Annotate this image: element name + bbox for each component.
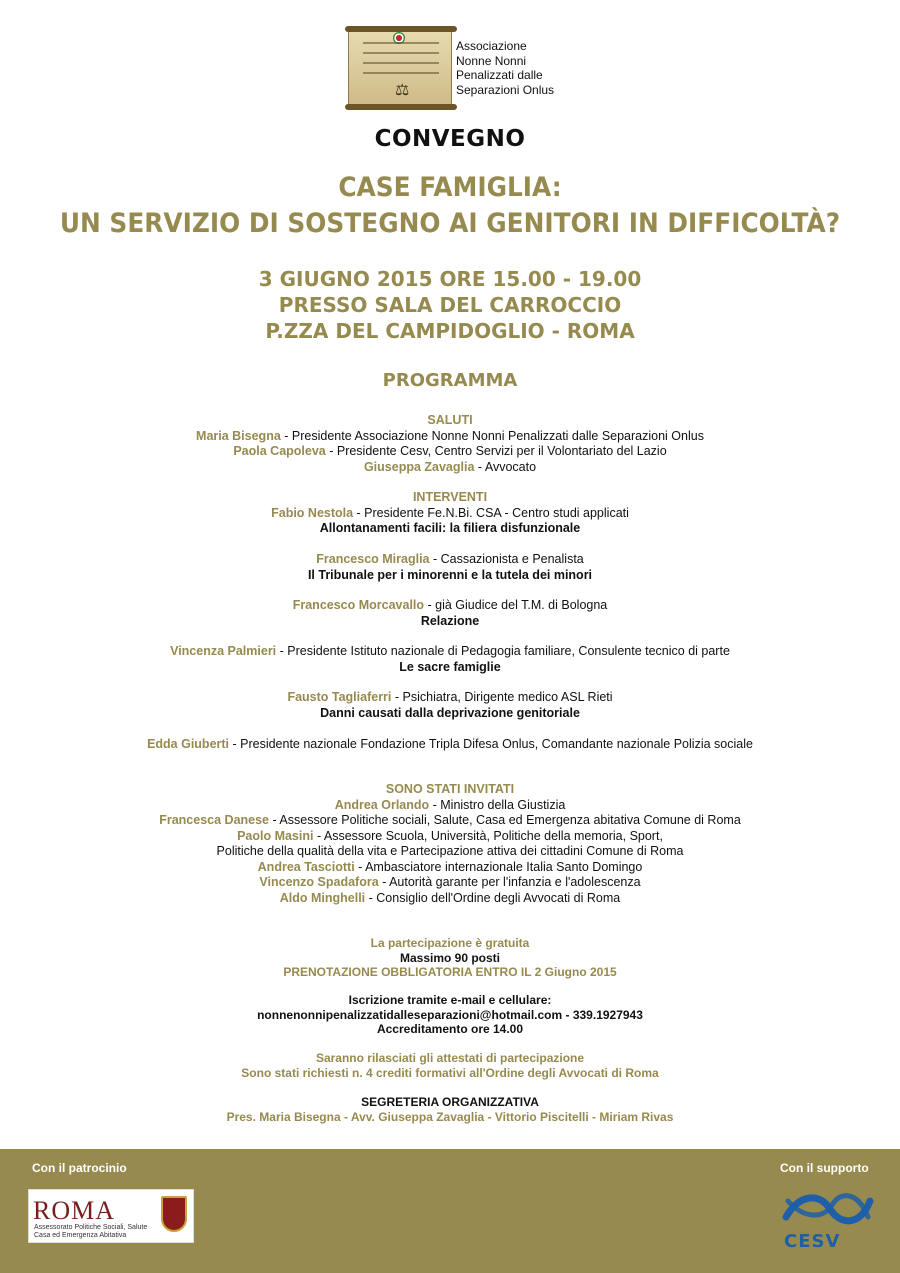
signup-info [0,993,900,1037]
invitee-line: Andrea Orlando - Ministro della Giustizia [334,797,566,812]
talk-title: Danni causati dalla deprivazione genitoriale [320,705,580,720]
secretariat-members: Pres. Maria Bisegna - Avv. Giuseppa Zavaglia - Vittorio Piscitelli - Miriam Rivas [226,1109,674,1124]
talk-item [0,552,900,583]
association-logo [348,27,558,109]
invitee-line: Vincenzo Spadafora - Autorità garante per l'infanzia e l'adolescenza [259,875,641,889]
certificates-note: Saranno rilasciati gli attestati di partecipazione [315,1051,585,1065]
booking-deadline: PRENOTAZIONE OBBLIGATORIA ENTRO IL 2 Giugno 2015 [283,965,617,979]
speaker-line: Giuseppa Zavaglia - Avvocato [363,459,537,474]
free-participation: La partecipazione è gratuita [370,936,530,950]
invited-section [0,782,900,906]
invitee-line: Aldo Minghelli - Consiglio dell'Ordine degli Avvocati di Roma [279,890,621,905]
talks-section [0,490,900,537]
roma-department: Assessorato Politiche Sociali, Salute Casa ed Emergenza Abitativa [34,1224,148,1239]
talk-item [0,598,900,629]
talk-item [0,690,900,721]
talk-item [0,644,900,675]
program-heading: PROGRAMMA [382,370,518,391]
event-title: CASE FAMIGLIA: UN SERVIZIO DI SOSTEGNO AI GENITORI IN DIFFICOLTÀ? [59,172,841,239]
event-date-location: 3 GIUGNO 2015 ORE 15.00 - 19.00 PRESSO SALA DEL CARROCCIO P.ZZA DEL CAMPIDOGLIO - ROMA [258,267,642,343]
contact-email-phone[interactable]: nonnenonnipenalizzatidalleseparazioni@hotmail.com - 339.1927943 [257,1007,643,1022]
patronage-label: Con il patrocinio [32,1161,127,1175]
scroll-logo-icon [348,27,452,109]
event-kind: CONVEGNO [374,126,526,152]
cesv-wave-icon [780,1187,876,1233]
credits-note: Sono stati richiesti n. 4 crediti formativi all'Ordine degli Avvocati di Roma [241,1065,659,1080]
greetings-section [0,413,900,475]
speaker-line: Francesco Morcavallo - già Giudice del T.M. di Bologna [292,598,608,612]
scales-of-justice-icon: ⚖ [395,82,410,99]
sponsor-footer [0,1149,900,1273]
association-name: Associazione Nonne Nonni Penalizzati dalle Separazioni Onlus [456,39,555,97]
speaker-line: Fausto Tagliaferri - Psichiatra, Dirigente medico ASL Rieti [287,690,613,704]
speaker-line: Edda Giuberti - Presidente nazionale Fondazione Tripla Difesa Onlus, Comandante nazionale Polizia sociale [147,737,753,751]
invitee-line: Francesca Danese - Assessore Politiche sociali, Salute, Casa ed Emergenza abitativa Comune di Roma [159,813,741,827]
credits-info [0,1051,900,1080]
roma-crest-icon [161,1196,187,1232]
talk-item [0,737,900,753]
roma-logo: ROMA Assessorato Politiche Sociali, Salute Casa ed Emergenza Abitativa [28,1189,194,1243]
secretariat-info [0,1095,900,1124]
talk-title: Allontanamenti facili: la filiera disfunzionale [319,521,581,535]
speaker-line: Maria Bisegna - Presidente Associazione Nonne Nonni Penalizzati dalle Separazioni Onlus [196,428,704,443]
participation-info [0,936,900,980]
section-heading: INTERVENTI [412,490,488,504]
invitee-line: Paolo Masini - Assessore Scuola, Università, Politiche della memoria, Sport, [237,828,663,843]
talk-title: Relazione [420,613,480,628]
speaker-line: Francesco Miraglia - Cassazionista e Penalista [316,552,584,566]
cesv-logo: CESV [780,1187,876,1255]
speaker-line: Fabio Nestola - Presidente Fe.N.Bi. CSA - Centro studi applicati [271,505,629,520]
speaker-line: Vincenza Palmieri - Presidente Istituto nazionale di Pedagogia familiare, Consulente tecnico di parte [170,644,730,658]
section-heading: SALUTI [427,413,473,427]
signup-label: Iscrizione tramite e-mail e cellulare: [348,993,552,1007]
support-label: Con il supporto [780,1161,869,1175]
invitee-line: Andrea Tasciotti - Ambasciatore internazionale Italia Santo Domingo [257,859,643,874]
speaker-line: Paola Capoleva - Presidente Cesv, Centro Servizi per il Volontariato del Lazio [233,444,667,458]
max-seats: Massimo 90 posti [399,950,501,965]
talk-title: Il Tribunale per i minorenni e la tutela dei minori [307,567,593,582]
talk-title: Le sacre famiglie [399,659,501,674]
invitee-line-cont: Politiche della qualità della vita e Partecipazione attiva dei cittadini Comune di Roma [216,844,684,858]
secretariat-label: SEGRETERIA ORGANIZZATIVA [361,1095,539,1109]
section-heading: SONO STATI INVITATI [385,782,515,796]
accreditation-time: Accreditamento ore 14.00 [376,1022,524,1036]
